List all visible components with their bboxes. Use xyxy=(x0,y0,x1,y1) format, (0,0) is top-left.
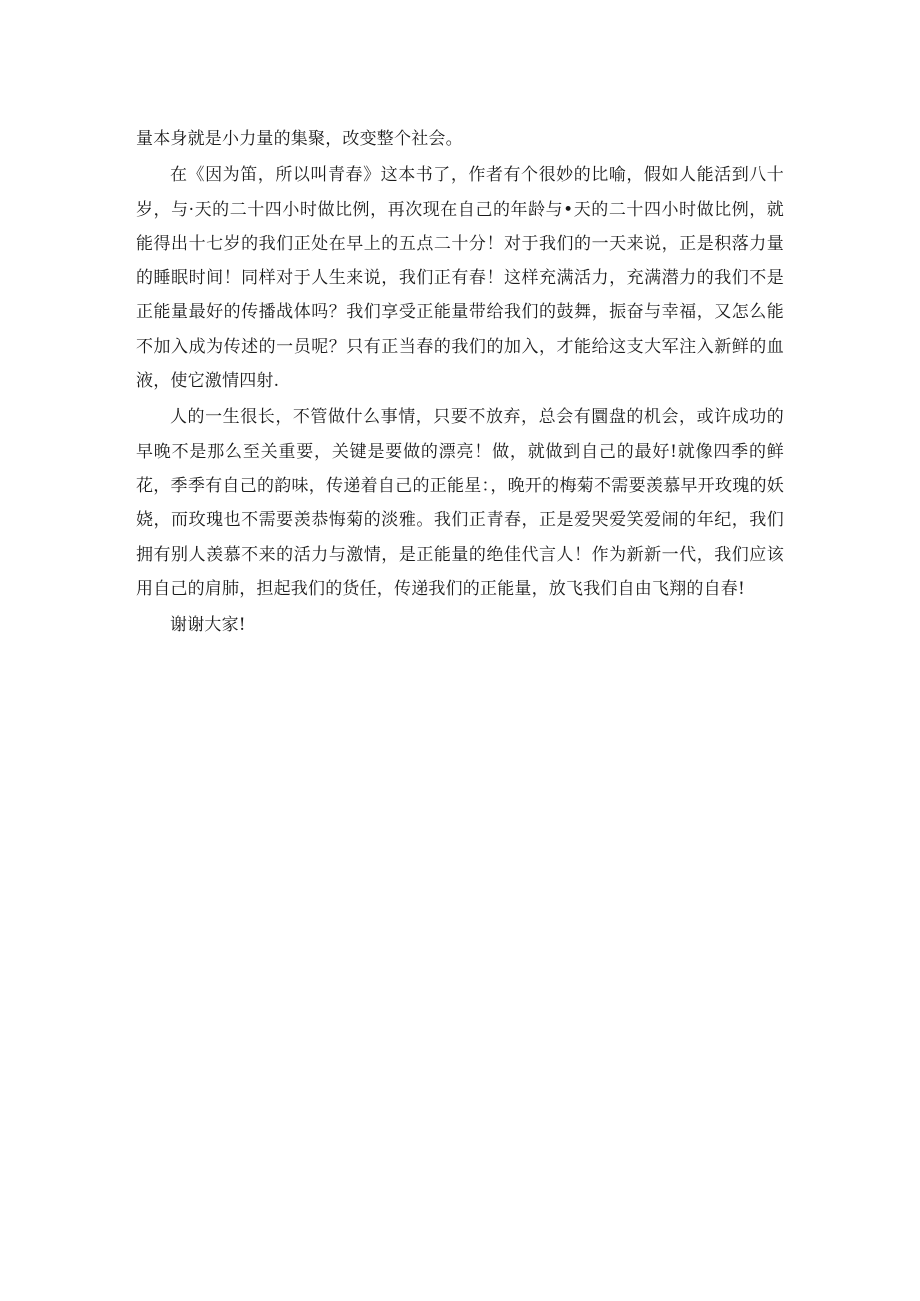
paragraph-life-long: 人的一生很长，不管做什么事情，只要不放弃，总会有圜盘的机会，或许成功的早晚不是那么至关重要，关键是要做的漂亮！做，就做到自己的最好!就像四季的鲜花，季季有自己的韵味，传递着自己的正能星：，晚开的梅菊不需要羡慕早开玫瑰的妖娆，而玫瑰也不需要羡恭悔菊的淡雅。我们正青春，正是爱哭爱笑爱闹的年纪，我们拥有别人羡慕不来的活力与激情，是正能量的绝佳代言人！作为新新一代，我们应该用自己的肩肺，担起我们的货任，传递我们的正能量，放飞我们自由飞翔的自春! xyxy=(136,407,784,599)
paragraph-book-metaphor: 在《因为笛，所以叫青春》这本书了，作者有个很妙的比喻，假如人能活到八十岁，与·天的二十四小时做比例，再次现在自己的年龄与•天的二十四小时做比例，就能得出十七岁的我们正处在早上的五点二十分！对于我们的一天来说，正是积落力量的睡眠时间！同样对于人生来说，我们正有春！这样充满活力，充满潜力的我们不是正能量最好的传播战体吗？我们享受正能量带给我们的鼓舞，振奋与幸福，又怎么能不加入成为传述的一员呢？只有正当春的我们的加入，才能给这支大军注入新鲜的血液，使它激情四射. xyxy=(136,165,784,392)
paragraph-continuation: 量本身就是小力量的集聚，改变整个社会。 xyxy=(136,129,463,149)
paragraph-thanks: 谢谢大家! xyxy=(170,615,246,636)
document-body xyxy=(136,122,784,644)
